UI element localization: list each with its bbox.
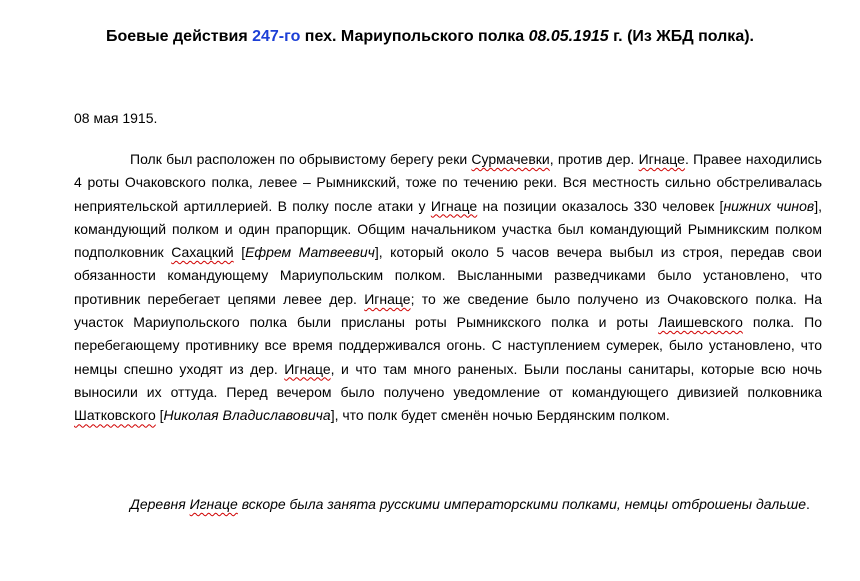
text-run: ], командующий полком и один прапорщик. Общим начальником участка был командующий Рымникским полком подполковник [74, 197, 822, 261]
text-run: полка. По перебегающему противнику все время поддерживался огонь. С наступлением сумерек, было установлено, что немцы спешно уходят из дер. [74, 314, 822, 377]
spellcheck-word[interactable]: Сурмачевки [471, 151, 550, 167]
spellcheck-word[interactable]: Шатковского [74, 407, 156, 424]
text-run: [ [233, 244, 246, 261]
spellcheck-word[interactable]: Лаишевского [658, 314, 743, 331]
spellcheck-word[interactable]: Игнаце [284, 360, 331, 377]
paragraph-main [74, 148, 822, 428]
text-run: ; то же сведение было получено из Очаковского полка. На участок Мариупольского полка были присланы роты Рымникского полка и роты [74, 290, 822, 331]
text-run: , и что там много раненых. Были посланы санитары, которые всю ночь выносили их оттуда. Перед вечером было получено уведомление от командующего дивизией полковника [74, 360, 822, 400]
italic-text: нижних чинов [723, 197, 815, 214]
entry-date: 08 мая 1915. [74, 110, 158, 126]
spellcheck-word[interactable]: Игнаце [364, 290, 411, 307]
paragraph-conclusion [74, 493, 822, 516]
text-run: ], что полк будет сменён ночью Бердянским полком. [330, 407, 670, 424]
text-run: , против дер. [549, 151, 639, 167]
title-middle: пех. Мариупольского полка [300, 28, 529, 45]
italic-text: Николая Владиславовича [163, 407, 331, 424]
text-run: Деревня [130, 496, 190, 512]
document-title [0, 28, 860, 46]
text-run: вскоре была занята русскими императорскими полками, немцы отброшены дальше [237, 496, 806, 512]
spellcheck-word[interactable]: Игнаце [189, 496, 238, 512]
spellcheck-word[interactable]: Сахацкий [171, 244, 234, 261]
text-run: . [806, 496, 810, 512]
spellcheck-word[interactable]: Игнаце [430, 197, 478, 214]
title-regiment-number: 247-го [252, 28, 301, 45]
italic-text: Ефрем Матвеевич [245, 244, 375, 261]
title-prefix: Боевые действия [106, 28, 253, 45]
text-run: на позиции оказалось 330 человек [ [477, 197, 724, 214]
text-run: Полк был расположен по обрывистому берегу реки [130, 151, 472, 167]
title-suffix: г. (Из ЖБД полка). [608, 28, 754, 45]
text-run: . Правее находились 4 роты Очаковского полка, левее – Рымникский, тоже по течению реки. Вся местность сильно обстреливалась неприятельской артиллерией. В полку после атаки у [74, 151, 822, 214]
text-run: ], который около 5 часов вечера выбыл из строя, передав свои обязанности командующему Мариупольским полком. Высланными разведчиками было установлено, что противник перебегает цепями левее дер. [74, 244, 822, 307]
title-date: 08.05.1915 [528, 28, 609, 45]
spellcheck-word[interactable]: Игнаце [638, 151, 685, 167]
text-run: [ [155, 407, 164, 424]
